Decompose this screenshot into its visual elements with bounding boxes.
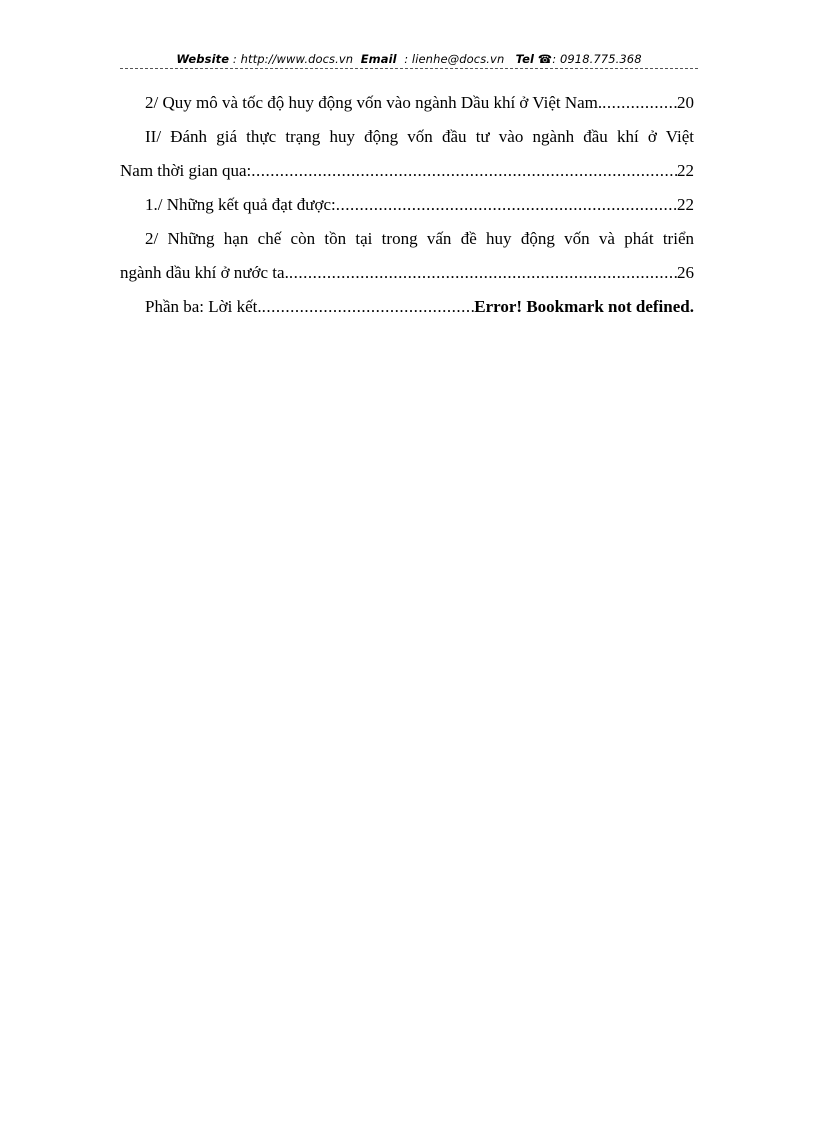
- toc-page-number: 22: [677, 161, 694, 180]
- toc-entry-1[interactable]: [120, 86, 694, 120]
- toc-page-number: 26: [677, 263, 694, 282]
- tel-value: : 0918.775.368: [552, 52, 642, 66]
- toc-entry-4[interactable]: [120, 222, 694, 290]
- leader-dots: [289, 256, 677, 290]
- toc-entry-3[interactable]: [120, 188, 694, 222]
- toc-entry-5[interactable]: [120, 290, 694, 324]
- leader-dots: [336, 188, 677, 222]
- phone-icon: ☎: [537, 52, 553, 66]
- toc-entry-2[interactable]: [120, 120, 694, 188]
- email-value: : lienhe@docs.vn: [404, 52, 505, 66]
- toc-entry-text-line2: ngành dầu khí ở nước ta.: [120, 263, 289, 282]
- toc-entry-text: 2/ Quy mô và tốc độ huy động vốn vào ngành Dầu khí ở Việt Nam.: [145, 93, 603, 112]
- toc-entry-text: 1./ Những kết quả đạt được:: [145, 195, 336, 214]
- header-divider: [120, 68, 698, 69]
- toc-page-number: 22: [677, 195, 694, 214]
- toc-entry-text: Phần ba: Lời kết.: [145, 297, 262, 316]
- table-of-contents: [120, 86, 694, 324]
- toc-entry-text-line1: 2/ Những hạn chế còn tồn tại trong vấn đề huy động vốn và phát triển: [145, 229, 694, 248]
- page-header: [120, 52, 698, 66]
- leader-dots: [262, 290, 475, 324]
- tel-label: Tel: [515, 52, 535, 66]
- toc-entry-text-line2: Nam thời gian qua:: [120, 161, 252, 180]
- toc-entry-text-line1: II/ Đánh giá thực trạng huy động vốn đầu tư vào ngành đầu khí ở Việt: [145, 127, 694, 146]
- website-value: : http://www.docs.vn: [232, 52, 354, 66]
- leader-dots: [251, 154, 677, 188]
- leader-dots: [602, 86, 677, 120]
- toc-page-number: 20: [677, 93, 694, 112]
- toc-page-error: Error! Bookmark not defined.: [474, 297, 694, 316]
- website-label: Website: [176, 52, 230, 66]
- email-label: Email: [360, 52, 397, 66]
